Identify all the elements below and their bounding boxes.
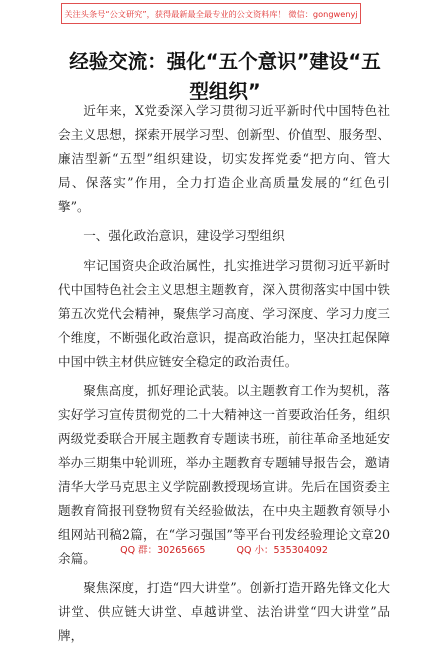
footer-qq: QQ 小：535304092 [236, 545, 328, 556]
header-banner: 关注头条号“公文研究”，获得最新最全最专业的公文资料库！ 微信：gongwenyj [61, 3, 361, 24]
footer-contacts [0, 542, 448, 556]
document-title: 经验交流：强化“五个意识”建设“五型组织” [69, 50, 381, 103]
paragraph: 聚焦高度，抓好理论武装。以主题教育工作为契机，落实好学习宣传贯彻党的二十大精神这一首要政治任务，组织两级党委联合开展主题教育专题读书班，前往革命圣地延安举办三期集中轮训班，举办主题教育专题辅导报告会，邀请清华大学马克思主义学院副教授现场宣讲。先后在国资委主题教育简报刊登物贸有关经验做法，在中央主题教育领导小组网站刊稿2篇，在“学习强国”等平台刊发经验理论文章20余篇。 [58, 383, 390, 566]
footer-qq-group: QQ 群：30265665 [120, 545, 206, 556]
document-body [58, 99, 390, 653]
paragraph: 聚焦深度，打造“四大讲堂”。创新打造开路先锋文化大讲堂、供应链大讲堂、卓越讲堂、法治讲堂“四大讲堂”品牌， [58, 580, 390, 643]
paragraph-intro: 近年来，X党委深入学习贯彻习近平新时代中国特色社会主义思想，探索开展学习型、创新型、价值型、服务型、廉洁型新“五型”组织建设，切实发挥党委“把方向、管大局、保落实”作用，全力打造企业高质量发展的“红色引擎”。 [58, 103, 390, 214]
paragraph: 牢记国资央企政治属性，扎实推进学习贯彻习近平新时代中国特色社会主义思想主题教育，深入贯彻落实中国中铁第五次党代会精神，聚焦学习高度、学习深度、学习力度三个维度，不断强化政治意识，提高政治能力，坚决扛起保障中国中铁主材供应链安全稳定的政治责任。 [58, 258, 390, 369]
section-heading: 一、强化政治意识，建设学习型组织 [83, 228, 285, 243]
